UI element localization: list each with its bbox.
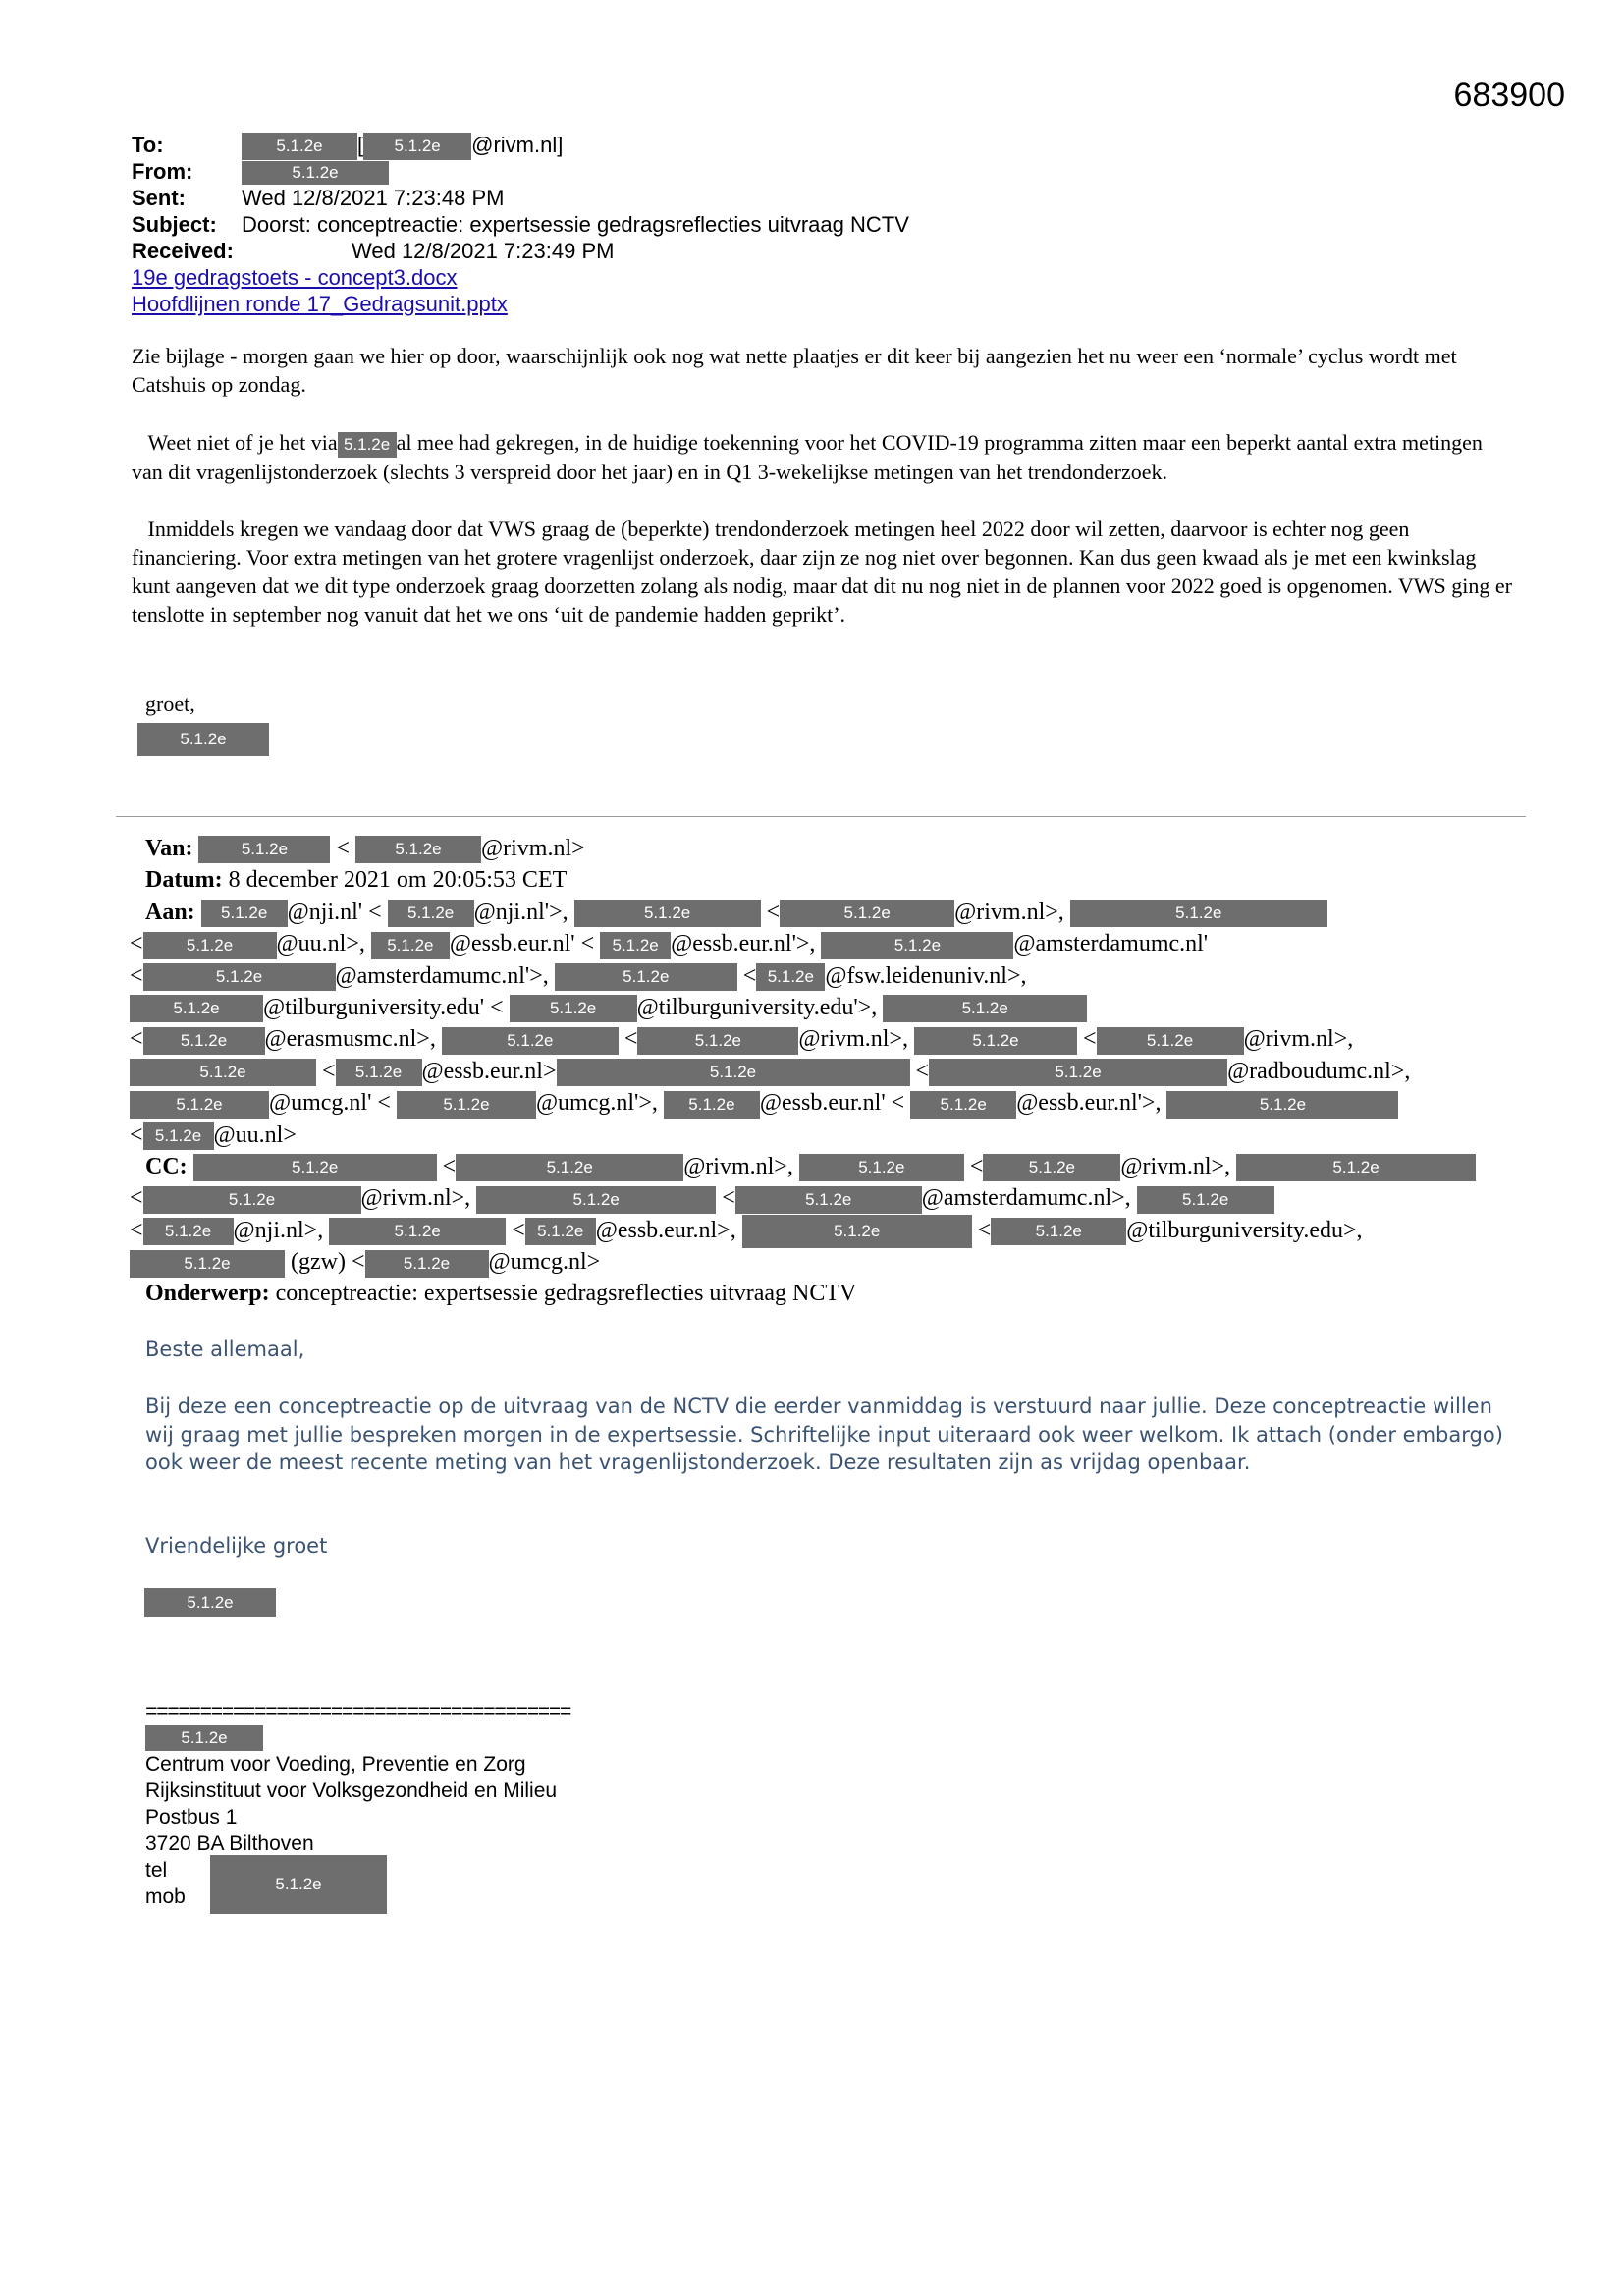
recipient-text: <	[512, 1217, 525, 1243]
recipient-text: @tilburguniversity.edu' <	[263, 994, 504, 1020]
recipient-text: @rivm.nl>,	[1243, 1026, 1354, 1053]
aan-row	[130, 1120, 1520, 1151]
recipient-text: <	[130, 1217, 143, 1243]
van-label: Van:	[145, 836, 193, 861]
redaction-box: 5.1.2e	[355, 836, 481, 863]
signature-separator: =======================================	[145, 1702, 570, 1724]
recipient-text: @essb.eur.nl>	[421, 1058, 557, 1084]
recipient-text: <	[130, 1026, 143, 1053]
recipient-text: @nji.nl' <	[287, 899, 382, 925]
message-text: al mee had gekregen, in de huidige toekenning voor het COVID-19 programma zitten maar een beperkt aantal extra metingen van dit vragenlijstonderzoek (slechts 3 verspreid door het jaar) en in Q1 3-wekelijkse metingen van het trendonderzoek.	[132, 430, 1483, 484]
closing-text: groet,	[145, 691, 195, 716]
subject-value: Doorst: conceptreactie: expertsessie gedragsreflecties uitvraag NCTV	[242, 212, 909, 237]
recipient-text: @amsterdamumc.nl>,	[921, 1185, 1131, 1212]
signature-org: Centrum voor Voeding, Preventie en Zorg	[145, 1753, 526, 1777]
recipient-text: <	[442, 1153, 457, 1179]
redaction-box: 5.1.2e	[130, 1059, 316, 1086]
redaction-box: 5.1.2e	[130, 1250, 285, 1278]
recipient-text: <	[130, 931, 143, 957]
recipient-text: @tilburguniversity.edu>,	[1126, 1217, 1363, 1243]
signature-address: Postbus 1	[145, 1806, 238, 1830]
recipient-text: @nji.nl>,	[233, 1217, 324, 1243]
recipient-text: @erasmusmc.nl>,	[264, 1026, 436, 1053]
redaction-box: 5.1.2e	[1097, 1027, 1244, 1055]
redaction-box: 5.1.2e	[210, 1855, 387, 1914]
recipient-text: @essb.eur.nl'>,	[671, 931, 816, 957]
recipient-text: <	[130, 962, 143, 989]
message-text: Weet niet of je het via	[147, 430, 338, 455]
redaction-box: 5.1.2e	[983, 1154, 1120, 1181]
redaction-box: 5.1.2e	[780, 900, 954, 927]
to-domain: @rivm.nl]	[471, 133, 564, 157]
redaction-box: 5.1.2e	[336, 1059, 422, 1086]
redaction-box: 5.1.2e	[1236, 1154, 1476, 1181]
redaction-box: 5.1.2e	[735, 1186, 922, 1214]
redaction-box: 5.1.2e	[143, 963, 336, 991]
redaction-box: 5.1.2e	[201, 900, 288, 927]
redaction-box: 5.1.2e	[338, 432, 397, 458]
redaction-box: 5.1.2e	[193, 1154, 437, 1181]
recipient-text: <	[742, 962, 757, 989]
redaction-box: 5.1.2e	[991, 1218, 1126, 1245]
recipient-text: @essb.eur.nl' <	[759, 1090, 905, 1117]
datum-value: 8 december 2021 om 20:05:53 CET	[228, 867, 568, 894]
aan-row	[130, 992, 1520, 1023]
forwarded-salutation: Beste allemaal,	[145, 1338, 305, 1361]
recipient-text: @amsterdamumc.nl'>,	[335, 962, 549, 989]
received-label: Received:	[132, 239, 234, 263]
from-row	[132, 158, 909, 185]
onderwerp-label: Onderwerp:	[145, 1281, 270, 1307]
message-paragraph	[132, 515, 1516, 629]
onderwerp-row	[145, 1278, 1520, 1309]
redaction-box: 5.1.2e	[910, 1091, 1016, 1119]
mob-label: mob	[145, 1886, 186, 1909]
signature-block	[145, 1705, 557, 1916]
sent-row	[132, 185, 909, 211]
redaction-box: 5.1.2e	[821, 932, 1013, 959]
redaction-box: 5.1.2e	[143, 932, 277, 959]
redaction-box: 5.1.2e	[198, 836, 330, 863]
attachment-link[interactable]: 19e gedragstoets - concept3.docx	[132, 265, 458, 290]
cc-row	[130, 1215, 1520, 1246]
redaction-box: 5.1.2e	[145, 1725, 263, 1751]
cc-row	[130, 1182, 1520, 1214]
recipient-text: <	[766, 899, 781, 925]
redaction-box: 5.1.2e	[914, 1027, 1077, 1055]
sender-name	[144, 1588, 276, 1617]
recipient-text: @tilburguniversity.edu'>,	[636, 994, 878, 1020]
redaction-box: 5.1.2e	[742, 1215, 972, 1248]
recipient-text: @rivm.nl>,	[360, 1185, 471, 1212]
signature-phone	[145, 1857, 557, 1916]
redaction-box: 5.1.2e	[929, 1059, 1227, 1086]
redaction-box: 5.1.2e	[242, 133, 357, 160]
redaction-box: 5.1.2e	[510, 995, 637, 1022]
redaction-box: 5.1.2e	[1166, 1091, 1398, 1119]
aan-row	[145, 897, 1520, 928]
recipient-text: <	[1083, 1026, 1097, 1053]
tel-label: tel	[145, 1859, 168, 1883]
recipient-text: @umcg.nl>	[488, 1249, 601, 1276]
redaction-box: 5.1.2e	[799, 1154, 964, 1181]
aan-row	[130, 928, 1520, 959]
datum-row	[145, 864, 1520, 896]
datum-label: Datum:	[145, 867, 223, 894]
forwarded-header	[130, 833, 1520, 1310]
cc-row	[145, 1151, 1520, 1182]
recipient-text: (gzw) <	[291, 1249, 365, 1276]
redaction-box: 5.1.2e	[371, 932, 450, 959]
message-text: Inmiddels kregen we vandaag door dat VWS graag de (beperkte) trendonderzoek metingen heel 2022 door wil zetten, daarvoor is echter nog geen financiering. Voor extra metingen van het grotere vragenlijst onderzoek, daar zijn ze nog niet over begonnen. Kan dus geen kwaad als je met een kwinkslag kunt aangeven dat we dit type onderzoek graag doorzetten zolang als nodig, maar dat dit nu nog niet in de plannen voor 2022 goed is opgenomen. VWS ging er tenslotte in september nog vanuit dat het we ons ‘uit de pandemie hadden geprikt’.	[132, 517, 1512, 627]
signature-name	[145, 1724, 557, 1751]
redaction-box: 5.1.2e	[388, 900, 474, 927]
divider	[116, 816, 1526, 817]
aan-label: Aan:	[145, 899, 195, 925]
redaction-box: 5.1.2e	[143, 1027, 265, 1055]
redaction-box: 5.1.2e	[143, 1186, 361, 1214]
redaction-box: 5.1.2e	[365, 1250, 489, 1278]
recipient-text: @essb.eur.nl'>,	[1016, 1090, 1162, 1117]
redaction-box: 5.1.2e	[1137, 1186, 1274, 1214]
message-paragraph	[132, 428, 1516, 486]
redaction-box: 5.1.2e	[363, 133, 471, 160]
recipient-text: @umcg.nl' <	[269, 1090, 391, 1117]
forwarded-paragraph: Bij deze een conceptreactie op de uitvraag van de NCTV die eerder vanmiddag is verstuurd naar jullie. Deze conceptreactie willen wij graag met jullie bespreken morgen in de expertsessie. Schriftelijke input uiteraard ook weer welkom. Ik attach (onder embargo) ook weer de meest recente meting van het vragenlijstonderzoek. Deze resultaten zijn as vrijdag openbaar.	[145, 1394, 1503, 1474]
redaction-box: 5.1.2e	[137, 723, 269, 756]
from-label: From:	[132, 159, 193, 184]
message-closing	[145, 691, 269, 756]
redaction-box: 5.1.2e	[476, 1186, 716, 1214]
recipient-text: @rivm.nl>,	[683, 1153, 793, 1179]
recipient-text: <	[915, 1058, 930, 1084]
to-bracket: [	[357, 133, 364, 157]
cc-row	[130, 1246, 1520, 1278]
recipient-text: @uu.nl>,	[276, 931, 365, 957]
signature-address: 3720 BA Bilthoven	[145, 1832, 314, 1856]
redaction-box: 5.1.2e	[130, 1091, 269, 1119]
recipient-text: @nji.nl'>,	[473, 899, 568, 925]
subject-label: Subject:	[132, 212, 217, 237]
recipient-text: <	[977, 1217, 992, 1243]
onderwerp-value: conceptreactie: expertsessie gedragsreflecties uitvraag NCTV	[275, 1281, 857, 1307]
recipient-text: <	[722, 1185, 735, 1212]
redaction-box: 5.1.2e	[456, 1154, 683, 1181]
message-paragraph: Zie bijlage - morgen gaan we hier op door, waarschijnlijk ook nog wat nette plaatjes er dit keer bij aangezien het nu weer een ‘normale’ cyclus wordt met Catshuis op zondag.	[132, 344, 1457, 397]
recipient-text: @fsw.leidenuniv.nl>,	[825, 962, 1027, 989]
aan-row	[130, 960, 1520, 992]
cc-label: CC:	[145, 1153, 188, 1179]
subject-row	[132, 211, 909, 238]
redaction-box: 5.1.2e	[574, 900, 761, 927]
email-header	[132, 132, 909, 317]
recipient-text: @uu.nl>	[213, 1121, 297, 1148]
attachment-link[interactable]: Hoofdlijnen ronde 17_Gedragsunit.pptx	[132, 292, 508, 316]
redaction-box: 5.1.2e	[1070, 900, 1327, 927]
redaction-box: 5.1.2e	[242, 161, 389, 185]
recipient-text: @essb.eur.nl' <	[449, 931, 595, 957]
redaction-box: 5.1.2e	[557, 1059, 910, 1086]
redaction-box: 5.1.2e	[756, 963, 825, 991]
to-row	[132, 132, 909, 158]
recipient-text: @rivm.nl>,	[1120, 1153, 1231, 1179]
redaction-box: 5.1.2e	[144, 1588, 276, 1617]
redaction-box: 5.1.2e	[664, 1091, 760, 1119]
redaction-box: 5.1.2e	[329, 1218, 506, 1245]
forwarded-closing: Vriendelijke groet	[145, 1534, 328, 1558]
redaction-box: 5.1.2e	[600, 932, 671, 959]
recipient-text: @umcg.nl'>,	[535, 1090, 658, 1117]
sent-label: Sent:	[132, 186, 186, 210]
redaction-box: 5.1.2e	[555, 963, 737, 991]
recipient-text: <	[322, 1058, 336, 1084]
sent-value: Wed 12/8/2021 7:23:48 PM	[242, 186, 505, 210]
van-domain: @rivm.nl>	[481, 836, 585, 861]
received-row	[132, 238, 909, 264]
received-value: Wed 12/8/2021 7:23:49 PM	[352, 239, 615, 263]
signature-org: Rijksinstituut voor Volksgezondheid en Milieu	[145, 1779, 558, 1803]
redaction-box: 5.1.2e	[637, 1027, 798, 1055]
van-row: Van: 5.1.2e < 5.1.2e @rivm.nl>	[145, 833, 1520, 864]
recipient-text: @essb.eur.nl>,	[595, 1217, 736, 1243]
redaction-box: 5.1.2e	[442, 1027, 619, 1055]
document-id: 683900	[1453, 77, 1565, 114]
recipient-text: @rivm.nl>,	[954, 899, 1064, 925]
redaction-box: 5.1.2e	[883, 995, 1087, 1022]
recipient-text: @amsterdamumc.nl'	[1013, 931, 1209, 957]
recipient-text: <	[130, 1121, 143, 1148]
recipient-text: <	[130, 1185, 143, 1212]
recipient-text: @radboudumc.nl>,	[1227, 1058, 1411, 1084]
aan-row	[130, 1023, 1520, 1055]
redaction-box: 5.1.2e	[143, 1122, 214, 1150]
to-label: To:	[132, 133, 164, 157]
recipient-text: <	[969, 1153, 984, 1179]
redaction-box: 5.1.2e	[130, 995, 263, 1022]
aan-row	[130, 1087, 1520, 1119]
aan-row	[130, 1056, 1520, 1087]
redaction-box: 5.1.2e	[397, 1091, 536, 1119]
recipient-text: @rivm.nl>,	[798, 1026, 909, 1053]
redaction-box: 5.1.2e	[525, 1218, 596, 1245]
recipient-text: <	[623, 1026, 638, 1053]
redaction-box: 5.1.2e	[143, 1218, 234, 1245]
